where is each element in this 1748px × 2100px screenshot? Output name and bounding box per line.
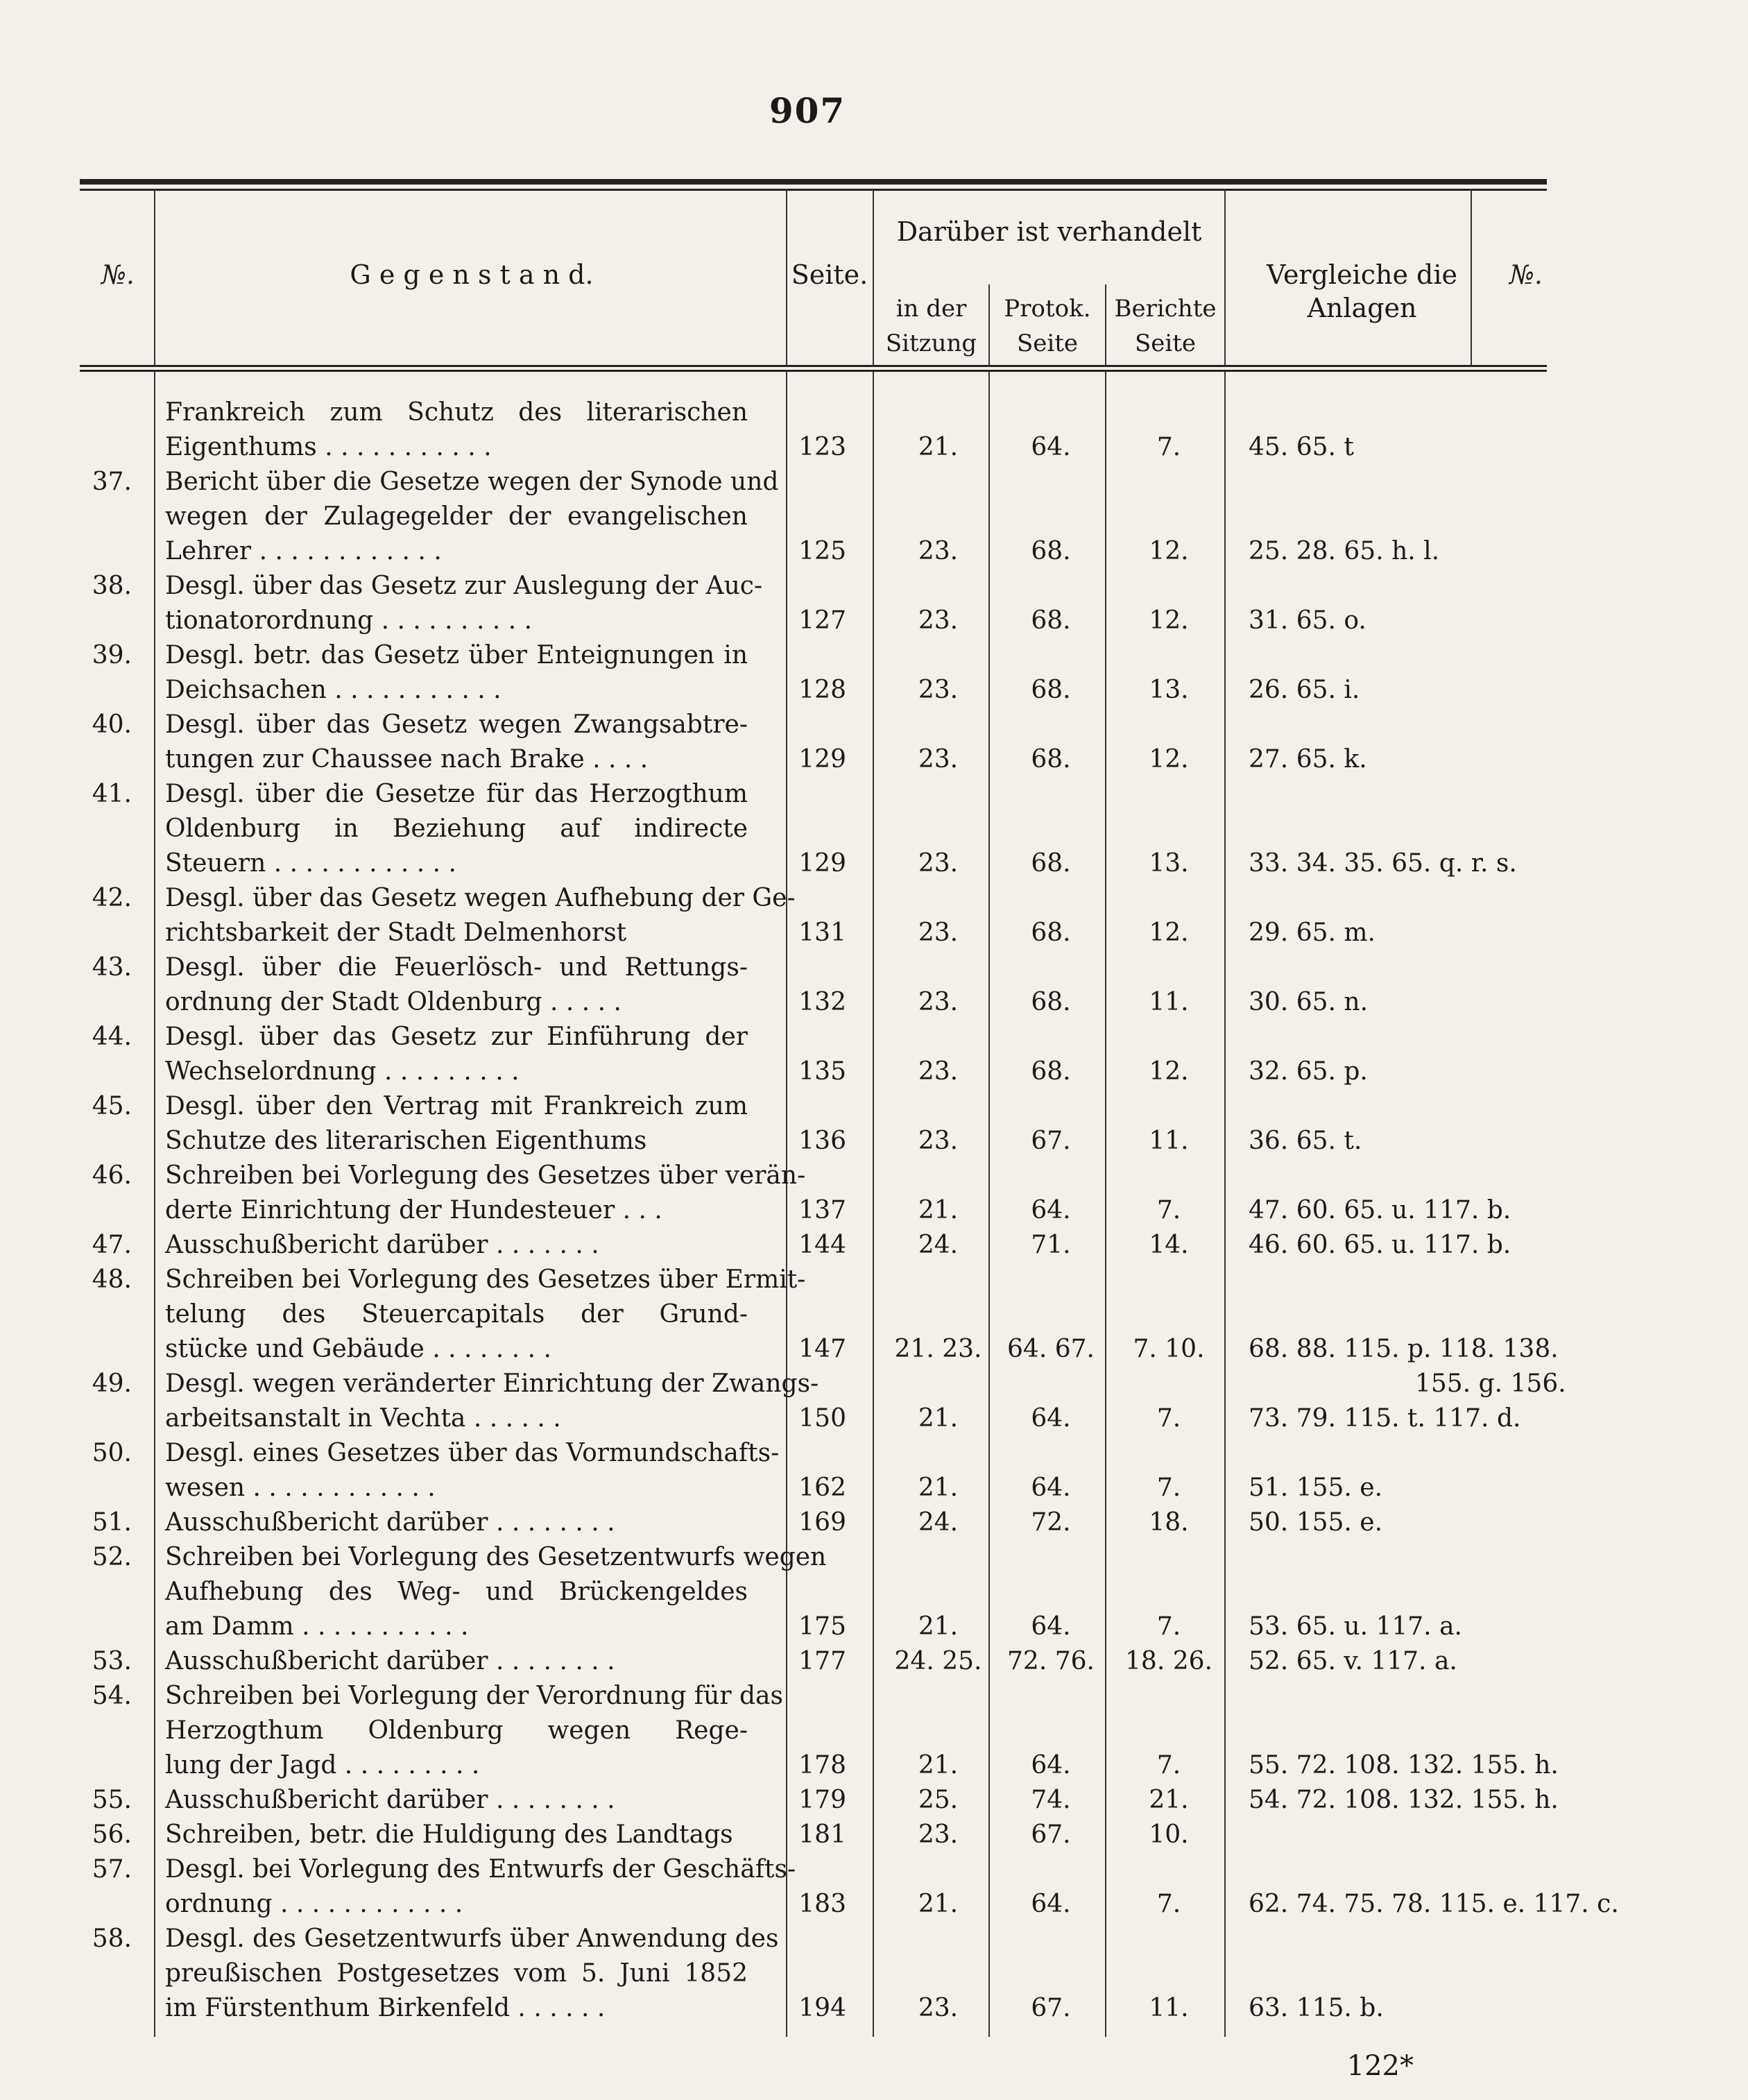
header-rule-bottom-thin: [80, 370, 1547, 372]
row-line: [0, 1471, 1615, 1505]
subject-line: Lehrer . . . . . . . . . . . .: [165, 537, 442, 565]
table-row: [0, 777, 1615, 881]
session-ref: 23.: [918, 849, 959, 878]
appendix-ref: 73. 79. 115. t. 117. d.: [1249, 1404, 1521, 1433]
table-row: [0, 881, 1615, 950]
page-ref: 127: [798, 606, 846, 635]
row-line: [0, 950, 1615, 985]
subject-line: wegen der Zulagegelder der evangelischen: [165, 502, 748, 531]
page-ref: 128: [798, 676, 846, 704]
row-line: [0, 985, 1615, 1020]
row-line: [0, 1159, 1615, 1193]
subject-line: Desgl. über das Gesetz wegen Zwangsabtre-: [165, 710, 748, 739]
subject-line: Desgl. eines Gesetzes über das Vormundschafts-: [165, 1439, 780, 1467]
session-ref: 24.: [918, 1508, 959, 1537]
table-row: [0, 1505, 1615, 1540]
appendix-ref: 46. 60. 65. u. 117. b.: [1249, 1231, 1511, 1259]
subject-line: Desgl. über den Vertrag mit Frankreich zum: [165, 1092, 748, 1120]
subject-line: lung der Jagd . . . . . . . . .: [165, 1751, 480, 1779]
report-ref: 13.: [1149, 676, 1189, 704]
subject-line: Desgl. über die Feuerlösch- und Rettungs-: [165, 953, 748, 982]
report-ref: 14.: [1149, 1231, 1189, 1259]
row-line: [0, 1714, 1615, 1748]
subject-line: Wechselordnung . . . . . . . . .: [165, 1057, 520, 1086]
subject-line: Oldenburg in Beziehung auf indirecte: [165, 814, 748, 843]
report-ref: 7.: [1156, 1196, 1181, 1224]
subject-line: Schreiben bei Vorlegung der Verordnung für das: [165, 1682, 783, 1710]
row-line: [0, 1228, 1615, 1263]
table-row: [0, 1020, 1615, 1089]
report-ref: 7.: [1156, 1751, 1181, 1779]
page-ref: 131: [798, 919, 846, 947]
row-line: [0, 1644, 1615, 1679]
session-ref: 21.: [918, 1751, 959, 1779]
protocol-ref: 64.: [1031, 1890, 1071, 1918]
row-line: [0, 777, 1615, 812]
row-line: [0, 916, 1615, 950]
subject-line: telung des Steuercapitals der Grund-: [165, 1300, 748, 1329]
session-ref: 21.: [918, 1474, 959, 1502]
protocol-ref: 64.: [1031, 1196, 1071, 1224]
session-ref: 23.: [918, 745, 959, 774]
appendix-ref: 47. 60. 65. u. 117. b.: [1249, 1196, 1511, 1224]
entry-number: 44.: [92, 1023, 132, 1051]
subject-line: richtsbarkeit der Stadt Delmenhorst: [165, 919, 627, 947]
column-divider: [786, 189, 787, 366]
table-row: [0, 1228, 1615, 1263]
page-ref: 123: [798, 433, 846, 461]
subject-line: derte Einrichtung der Hundesteuer . . .: [165, 1196, 662, 1224]
entry-number: 45.: [92, 1092, 132, 1120]
subject-line: Ausschußbericht darüber . . . . . . . .: [165, 1786, 615, 1814]
row-line: [0, 1956, 1615, 1991]
row-line: [0, 1193, 1615, 1228]
protocol-ref: 74.: [1031, 1786, 1071, 1814]
appendix-ref: 32. 65. p.: [1249, 1057, 1368, 1086]
page-ref: 150: [798, 1404, 846, 1433]
appendix-ref: 53. 65. u. 117. a.: [1249, 1612, 1462, 1641]
page-ref: 144: [798, 1231, 846, 1259]
row-line: [0, 1540, 1615, 1575]
subject-line: Desgl. betr. das Gesetz über Enteignungen in: [165, 641, 748, 669]
row-line: [0, 395, 1615, 430]
session-ref: 21.: [918, 433, 959, 461]
row-line: [0, 1436, 1615, 1471]
header-rule-top-thin: [80, 189, 1547, 191]
header-gegenstand: G e g e n s t a n d.: [350, 259, 594, 290]
entry-number: 55.: [92, 1786, 132, 1814]
page-ref: 129: [798, 849, 846, 878]
entry-number: 54.: [92, 1682, 132, 1710]
subject-line: Schutze des literarischen Eigenthums: [165, 1127, 647, 1155]
row-line: [0, 1852, 1615, 1887]
row-line: [0, 1401, 1615, 1436]
page-ref: 132: [798, 988, 846, 1016]
row-line: [0, 534, 1615, 569]
subject-line: Desgl. bei Vorlegung des Entwurfs der Geschäfts-: [165, 1855, 796, 1884]
row-line: [0, 569, 1615, 604]
appendix-ref: 29. 65. m.: [1249, 919, 1376, 947]
table-row: [0, 1818, 1615, 1852]
subject-line: am Damm . . . . . . . . . . .: [165, 1612, 469, 1641]
appendix-ref: 45. 65. t: [1249, 433, 1354, 461]
protocol-ref: 71.: [1031, 1231, 1071, 1259]
header-seite: Seite.: [791, 259, 868, 290]
entry-number: 39.: [92, 641, 132, 669]
table-row: [0, 1540, 1615, 1644]
subject-line: ordnung . . . . . . . . . . . .: [165, 1890, 463, 1918]
row-line: [0, 1991, 1615, 2026]
report-ref: 12.: [1149, 606, 1189, 635]
row-line: [0, 1332, 1615, 1367]
subject-line: Eigenthums . . . . . . . . . . .: [165, 433, 492, 461]
table-row: [0, 1679, 1615, 1783]
entry-number: 49.: [92, 1369, 132, 1398]
page-ref: 135: [798, 1057, 846, 1086]
session-ref: 23.: [918, 1820, 959, 1849]
entry-number: 46.: [92, 1161, 132, 1190]
row-line: [0, 1297, 1615, 1332]
row-line: [0, 1922, 1615, 1956]
header-group: Darüber ist verhandelt: [896, 216, 1202, 247]
page-ref: 136: [798, 1127, 846, 1155]
subject-line: im Fürstenthum Birkenfeld . . . . . .: [165, 1994, 606, 2022]
protocol-ref: 68.: [1031, 745, 1071, 774]
subject-line: Bericht über die Gesetze wegen der Synode und: [165, 468, 779, 496]
session-ref: 23.: [918, 537, 959, 565]
subject-line: Herzogthum Oldenburg wegen Rege-: [165, 1716, 748, 1745]
appendix-ref: 30. 65. n.: [1249, 988, 1369, 1016]
header-rule-bottom: [80, 365, 1547, 367]
header-sitzung: in der Sitzung: [885, 295, 977, 357]
table-row: [0, 638, 1615, 708]
appendix-ref: 26. 65. i.: [1249, 676, 1360, 704]
protocol-ref: 67.: [1031, 1994, 1071, 2022]
protocol-ref: 64.: [1031, 433, 1071, 461]
page-ref: 181: [798, 1820, 846, 1849]
entry-number: 51.: [92, 1508, 132, 1537]
table-row: [0, 1644, 1615, 1679]
page-ref: 137: [798, 1196, 846, 1224]
page-ref: 179: [798, 1786, 846, 1814]
report-ref: 12.: [1149, 919, 1189, 947]
session-ref: 23.: [918, 1057, 959, 1086]
subject-line: Ausschußbericht darüber . . . . . . .: [165, 1231, 599, 1259]
subject-line: Desgl. wegen veränderter Einrichtung der Zwangs-: [165, 1369, 819, 1398]
row-line: [0, 1124, 1615, 1159]
header-protok: Protok. Seite: [1004, 295, 1091, 357]
protocol-ref: 68.: [1031, 1057, 1071, 1086]
entry-number: 52.: [92, 1543, 132, 1571]
subject-line: Ausschußbericht darüber . . . . . . . .: [165, 1508, 615, 1537]
row-line: [0, 1020, 1615, 1055]
session-ref: 23.: [918, 988, 959, 1016]
row-line: [0, 1679, 1615, 1714]
subject-line: arbeitsanstalt in Vechta . . . . . .: [165, 1404, 561, 1433]
appendix-ref: 33. 34. 35. 65. q. r. s.: [1249, 849, 1517, 878]
row-line: [0, 881, 1615, 916]
report-ref: 7.: [1156, 1474, 1181, 1502]
column-divider: [154, 189, 155, 366]
subject-line: Ausschußbericht darüber . . . . . . . .: [165, 1647, 615, 1675]
entry-number: 40.: [92, 710, 132, 739]
protocol-ref: 64. 67.: [1007, 1335, 1095, 1363]
protocol-ref: 68.: [1031, 988, 1071, 1016]
session-ref: 24.: [918, 1231, 959, 1259]
report-ref: 7.: [1156, 1404, 1181, 1433]
entry-number: 50.: [92, 1439, 132, 1467]
table-row: [0, 1783, 1615, 1818]
protocol-ref: 67.: [1031, 1820, 1071, 1849]
row-line: [0, 1783, 1615, 1818]
page-ref: 129: [798, 745, 846, 774]
report-ref: 11.: [1149, 1994, 1189, 2022]
report-ref: 7.: [1156, 1890, 1181, 1918]
protocol-ref: 64.: [1031, 1404, 1071, 1433]
row-line: [0, 604, 1615, 638]
report-ref: 18. 26.: [1125, 1647, 1213, 1675]
session-ref: 23.: [918, 606, 959, 635]
appendix-ref: 51. 155. e.: [1249, 1474, 1383, 1502]
session-ref: 23.: [918, 1127, 959, 1155]
page-ref: 183: [798, 1890, 846, 1918]
subject-line: tionatorordnung . . . . . . . . . .: [165, 606, 533, 635]
subject-line: Schreiben bei Vorlegung des Gesetzes über verän-: [165, 1161, 806, 1190]
report-ref: 13.: [1149, 849, 1189, 878]
row-line: [0, 1505, 1615, 1540]
report-ref: 21.: [1149, 1786, 1189, 1814]
subject-line: Desgl. über das Gesetz wegen Aufhebung der Ge-: [165, 884, 796, 912]
header-nr-right: №.: [1509, 259, 1543, 290]
appendix-ref: 55. 72. 108. 132. 155. h.: [1249, 1751, 1559, 1779]
table-row: [0, 1159, 1615, 1228]
appendix-ref: 54. 72. 108. 132. 155. h.: [1249, 1786, 1559, 1814]
protocol-ref: 68.: [1031, 606, 1071, 635]
report-ref: 7.: [1156, 1612, 1181, 1641]
subject-line: Aufhebung des Weg- und Brückengeldes: [165, 1578, 748, 1606]
session-ref: 21.: [918, 1404, 959, 1433]
entry-number: 56.: [92, 1820, 132, 1849]
entry-number: 38.: [92, 572, 132, 600]
row-line: [0, 1367, 1615, 1401]
protocol-ref: 72.: [1031, 1508, 1071, 1537]
subject-line: Desgl. über das Gesetz zur Auslegung der Auc-: [165, 572, 763, 600]
entry-number: 37.: [92, 468, 132, 496]
row-line: [0, 500, 1615, 534]
appendix-ref: 36. 65. t.: [1249, 1127, 1362, 1155]
row-line: [0, 1055, 1615, 1089]
subject-line: Desgl. über die Gesetze für das Herzogthum: [165, 780, 748, 808]
entry-number: 57.: [92, 1855, 132, 1884]
subject-line: ordnung der Stadt Oldenburg . . . . .: [165, 988, 622, 1016]
subject-line: Desgl. über das Gesetz zur Einführung der: [165, 1023, 748, 1051]
row-line: [0, 1575, 1615, 1610]
appendix-ref: 62. 74. 75. 78. 115. e. 117. c.: [1249, 1890, 1619, 1918]
subject-line: preußischen Postgesetzes vom 5. Juni 1852: [165, 1959, 748, 1988]
page-ref: 147: [798, 1335, 846, 1363]
page-ref: 162: [798, 1474, 846, 1502]
header-anlagen: Vergleiche die Anlagen: [1266, 259, 1458, 323]
appendix-ref-continued: 155. g. 156.: [1415, 1369, 1566, 1398]
row-line: [0, 1610, 1615, 1644]
row-line: [0, 430, 1615, 465]
session-ref: 21.: [918, 1196, 959, 1224]
appendix-ref: 25. 28. 65. h. l.: [1249, 537, 1440, 565]
session-ref: 25.: [918, 1786, 959, 1814]
report-ref: 7. 10.: [1133, 1335, 1205, 1363]
row-line: [0, 846, 1615, 881]
report-ref: 11.: [1149, 1127, 1189, 1155]
appendix-ref: 27. 65. k.: [1249, 745, 1367, 774]
row-line: [0, 742, 1615, 777]
protocol-ref: 68.: [1031, 849, 1071, 878]
report-ref: 12.: [1149, 1057, 1189, 1086]
session-ref: 21. 23.: [894, 1335, 982, 1363]
protocol-ref: 68.: [1031, 919, 1071, 947]
table-row: [0, 1436, 1615, 1505]
protocol-ref: 64.: [1031, 1751, 1071, 1779]
session-ref: 24. 25.: [894, 1647, 982, 1675]
appendix-ref: 68. 88. 115. p. 118. 138.: [1249, 1335, 1559, 1363]
subject-line: stücke und Gebäude . . . . . . . .: [165, 1335, 551, 1363]
report-ref: 7.: [1156, 433, 1181, 461]
subject-line: Steuern . . . . . . . . . . . .: [165, 849, 456, 878]
appendix-ref: 63. 115. b.: [1249, 1994, 1384, 2022]
table-row: [0, 1922, 1615, 2026]
entry-number: 48.: [92, 1265, 132, 1294]
row-line: [0, 1887, 1619, 1922]
entry-number: 53.: [92, 1647, 132, 1675]
report-ref: 12.: [1149, 537, 1189, 565]
page-ref: 178: [798, 1751, 846, 1779]
table-row: [0, 395, 1615, 465]
entry-number: 47.: [92, 1231, 132, 1259]
page-footer: 122*: [1346, 2050, 1414, 2082]
subject-line: Frankreich zum Schutz des literarischen: [165, 398, 748, 427]
session-ref: 21.: [918, 1890, 959, 1918]
subject-line: Deichsachen . . . . . . . . . . .: [165, 676, 502, 704]
header-berichte: Berichte Seite: [1114, 295, 1217, 357]
session-ref: 23.: [918, 919, 959, 947]
session-ref: 23.: [918, 1994, 959, 2022]
report-ref: 18.: [1149, 1508, 1189, 1537]
row-line: [0, 812, 1615, 846]
row-line: [0, 465, 1615, 500]
page-number: 907: [769, 90, 846, 131]
page-ref: 175: [798, 1612, 846, 1641]
subject-line: wesen . . . . . . . . . . . .: [165, 1474, 436, 1502]
header-nr: №.: [101, 259, 135, 290]
page-ref: 169: [798, 1508, 846, 1537]
table-row: [0, 569, 1615, 638]
entry-number: 42.: [92, 884, 132, 912]
session-ref: 21.: [918, 1612, 959, 1641]
subject-line: Schreiben bei Vorlegung des Gesetzentwurfs wegen: [165, 1543, 827, 1571]
table-row: [0, 950, 1615, 1020]
entry-number: 41.: [92, 780, 132, 808]
row-line: [0, 1089, 1615, 1124]
page-ref: 125: [798, 537, 846, 565]
appendix-ref: 50. 155. e.: [1249, 1508, 1383, 1537]
protocol-ref: 68.: [1031, 676, 1071, 704]
row-line: [0, 673, 1615, 708]
row-line: [0, 1748, 1615, 1783]
page-ref: 194: [798, 1994, 846, 2022]
row-line: [0, 1263, 1615, 1297]
row-line: [0, 708, 1615, 742]
report-ref: 10.: [1149, 1820, 1189, 1849]
row-line: [0, 638, 1615, 673]
protocol-ref: 64.: [1031, 1474, 1071, 1502]
subject-line: Schreiben, betr. die Huldigung des Landtags: [165, 1820, 733, 1849]
report-ref: 12.: [1149, 745, 1189, 774]
subject-line: Desgl. des Gesetzentwurfs über Anwendung des: [165, 1924, 779, 1953]
row-line: [0, 1818, 1615, 1852]
table-row: [0, 1367, 1615, 1436]
session-ref: 23.: [918, 676, 959, 704]
protocol-ref: 67.: [1031, 1127, 1071, 1155]
protocol-ref: 68.: [1031, 537, 1071, 565]
entry-number: 43.: [92, 953, 132, 982]
table-row: [0, 708, 1615, 777]
subject-line: tungen zur Chaussee nach Brake . . . .: [165, 745, 649, 774]
appendix-ref: 31. 65. o.: [1249, 606, 1366, 635]
protocol-ref: 64.: [1031, 1612, 1071, 1641]
header-rule-top: [80, 179, 1547, 185]
subject-line: Schreiben bei Vorlegung des Gesetzes über Ermit-: [165, 1265, 806, 1294]
page-ref: 177: [798, 1647, 846, 1675]
appendix-ref: 52. 65. v. 117. a.: [1249, 1647, 1457, 1675]
protocol-ref: 72. 76.: [1007, 1647, 1095, 1675]
entry-number: 58.: [92, 1924, 132, 1953]
table-row: [0, 1089, 1615, 1159]
report-ref: 11.: [1149, 988, 1189, 1016]
table-row: [0, 465, 1615, 569]
table-row: [0, 1852, 1619, 1922]
